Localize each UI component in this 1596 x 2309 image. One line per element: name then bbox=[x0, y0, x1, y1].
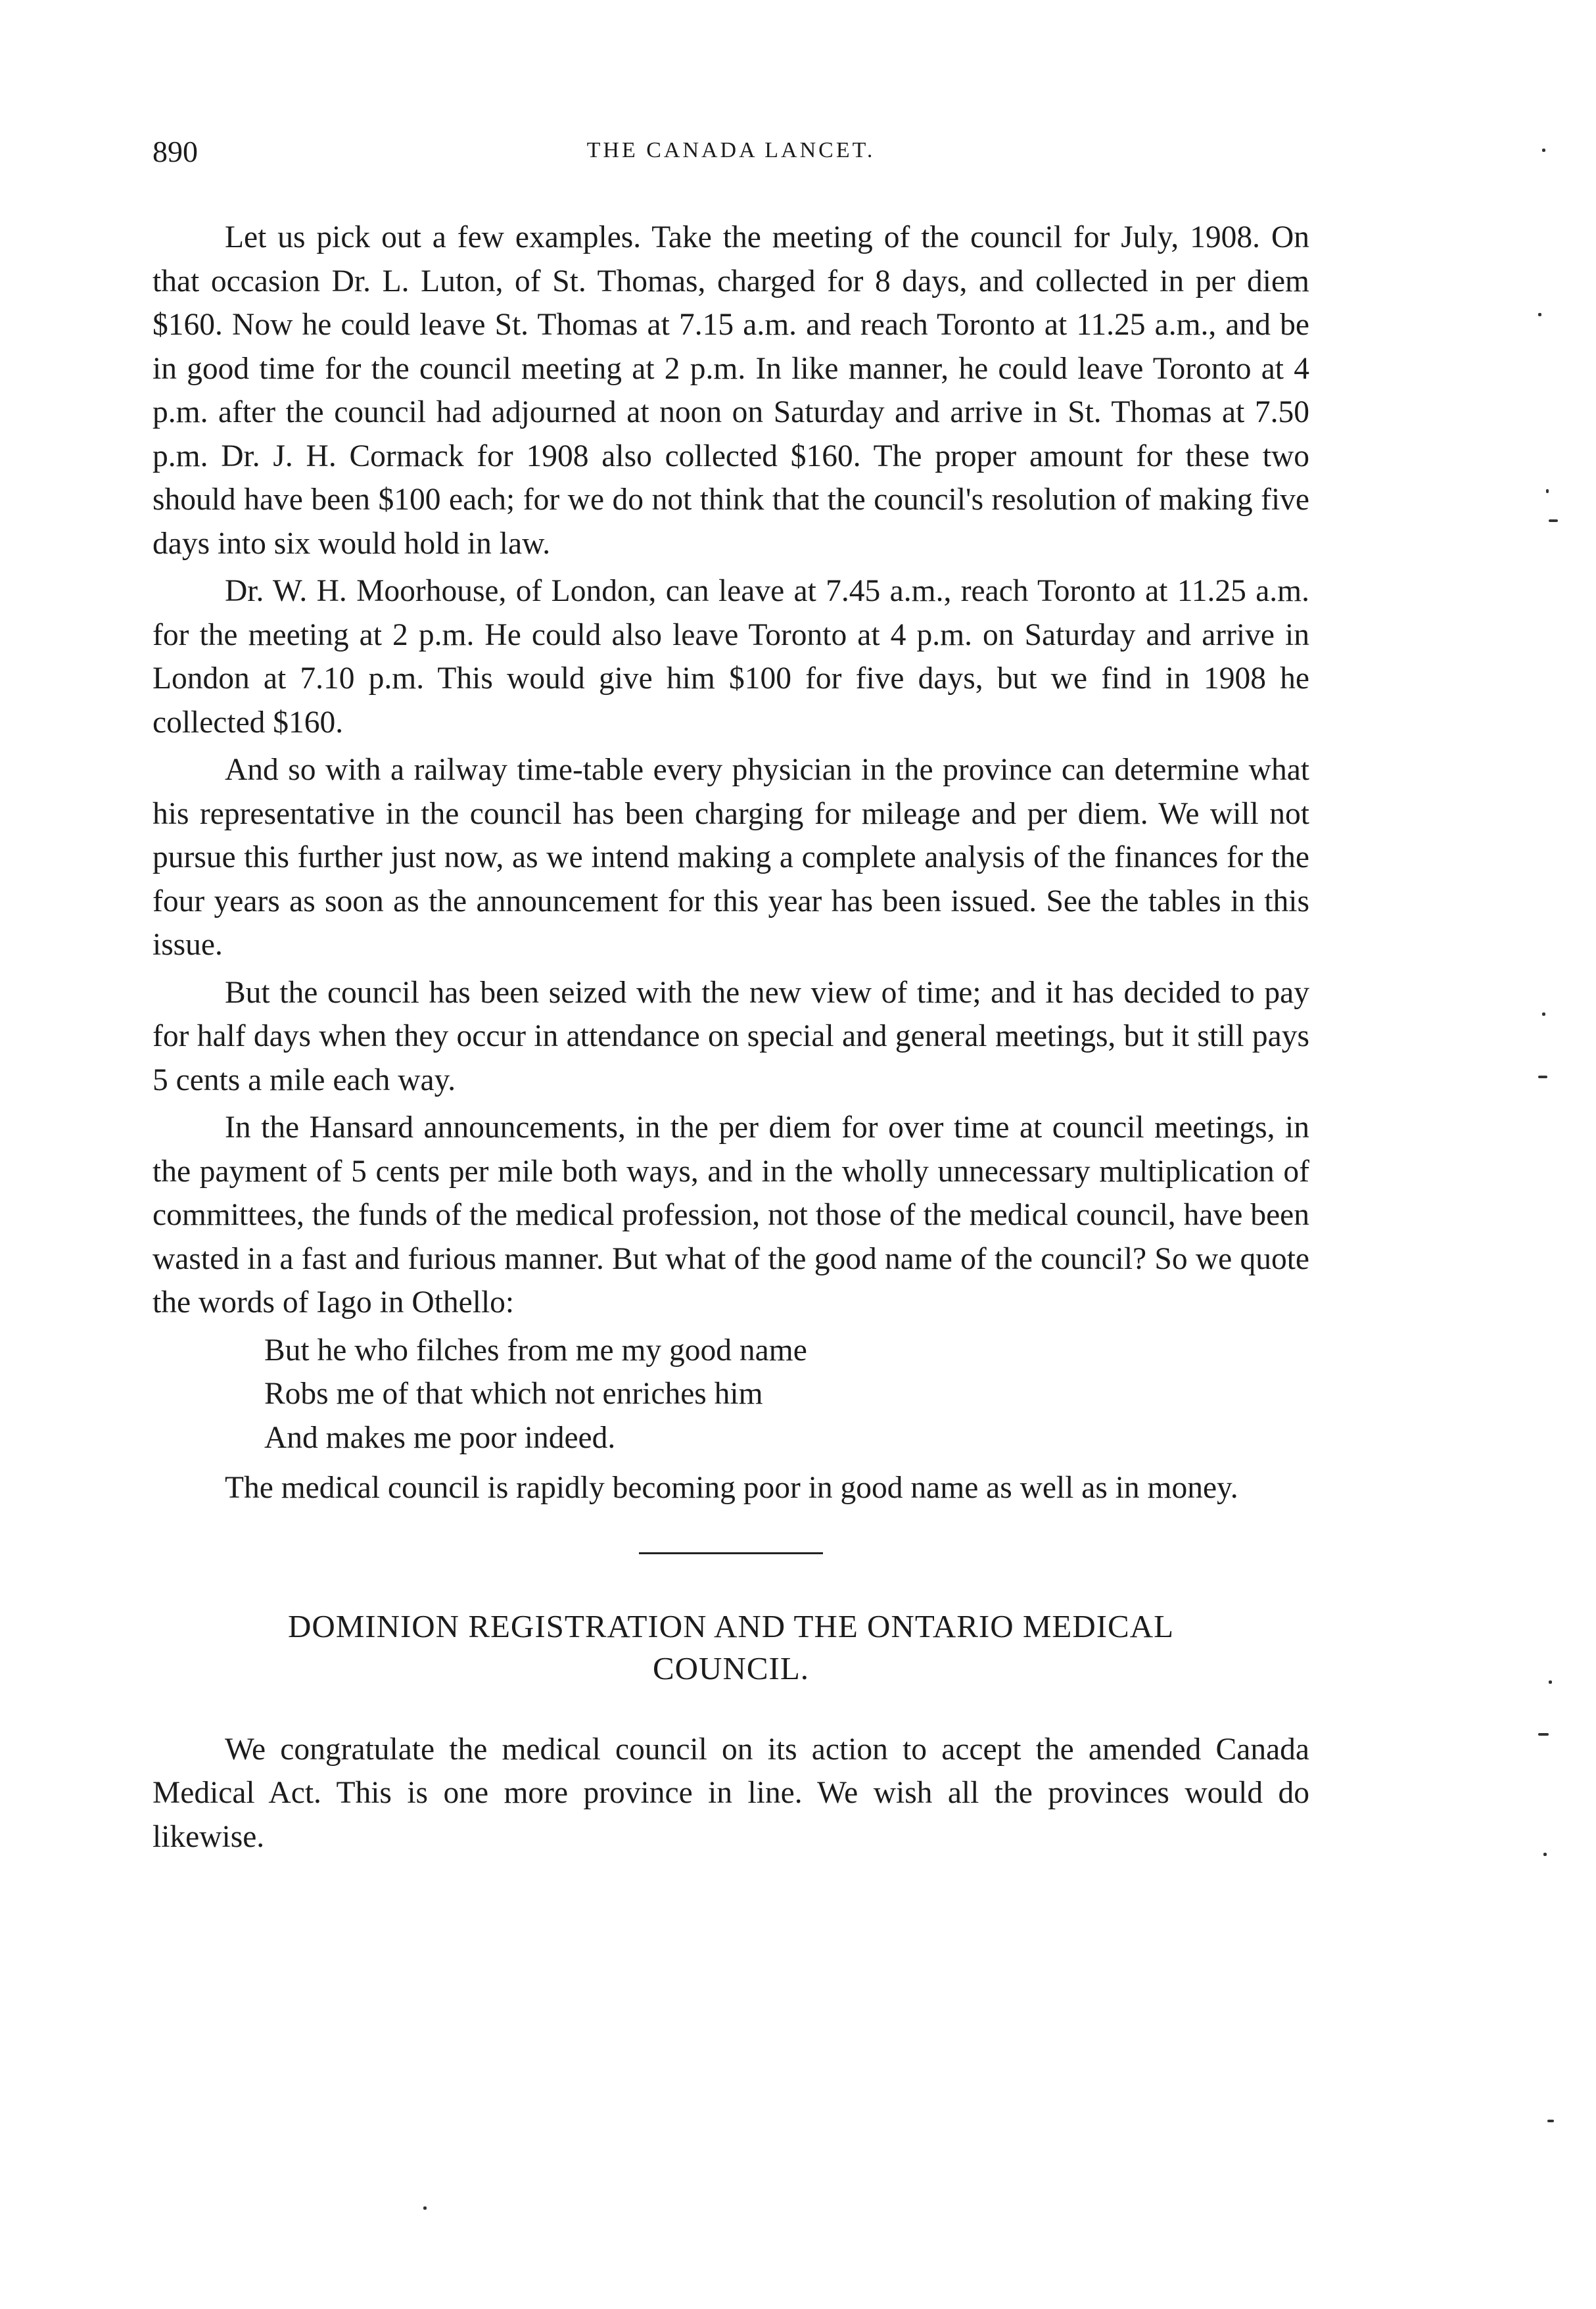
section-divider bbox=[639, 1552, 823, 1554]
scan-speck bbox=[1549, 519, 1558, 522]
article-body bbox=[153, 216, 1309, 1863]
page-header bbox=[153, 134, 1309, 174]
running-head: THE CANADA LANCET. bbox=[586, 138, 876, 162]
scan-speck bbox=[423, 2206, 427, 2210]
quote-line: Robs me of that which not enriches him bbox=[264, 1377, 763, 1411]
page-number: 890 bbox=[153, 135, 198, 168]
paragraph: Dr. W. H. Moorhouse, of London, can leave at 7.45 a.m., reach Toronto at 11.25 a.m. for the meeting at 2 p.m. He could also leave Toronto at 4 p.m. on Saturday and arrive in London at 7.10 p.m. This would give him $100 for five days, but we find in 1908 he collected $160. bbox=[153, 574, 1309, 740]
block-quote bbox=[264, 1329, 1309, 1460]
scan-speck bbox=[1546, 489, 1549, 493]
section-title bbox=[153, 1606, 1309, 1690]
scan-speck bbox=[1549, 1680, 1552, 1684]
section-paragraph: We congratulate the medical council on its action to accept the amended Canada Medical Act. This is one more province in line. We wish all the provinces would do likewise. bbox=[153, 1732, 1309, 1854]
paragraph: But the council has been seized with the new view of time; and it has decided to pay for half days when they occur in attendance on special and general meetings, but it still pays 5 cents a mile each way. bbox=[153, 975, 1309, 1097]
section-title-line: COUNCIL. bbox=[652, 1650, 810, 1686]
scan-speck bbox=[1538, 1733, 1549, 1736]
closing-paragraph: The medical council is rapidly becoming poor in good name as well as in money. bbox=[225, 1471, 1238, 1505]
paragraph: Let us pick out a few examples. Take the meeting of the council for July, 1908. On that occasion Dr. L. Luton, of St. Thomas, charged for 8 days, and collected in per diem $160. Now he could leave St. Thomas at 7.15 a.m. and reach Toronto at 11.25 a.m., and be in good time for the council meeting at 2 p.m. In like manner, he could leave Toronto at 4 p.m. after the council had adjourned at noon on Saturday and arrive in St. Thomas at 7.50 p.m. Dr. J. H. Cormack for 1908 also collected $160. The proper amount for these two should have been $100 each; for we do not think that the council's resolution of making five days into six would hold in law. bbox=[153, 220, 1309, 561]
scan-speck bbox=[1547, 2120, 1554, 2122]
quote-line: But he who filches from me my good name bbox=[264, 1333, 807, 1368]
quote-line: And makes me poor indeed. bbox=[264, 1420, 616, 1455]
scan-speck bbox=[1538, 1076, 1547, 1078]
scan-speck bbox=[1542, 1012, 1545, 1016]
paragraph: And so with a railway time-table every physician in the province can determine what his representative in the council has been charging for mileage and per diem. We will not pursue this further just now, as we intend making a complete analysis of the finances for the four years as soon as the announcement for this year has been issued. See the tables in this issue. bbox=[153, 753, 1309, 962]
paragraph: In the Hansard announcements, in the per diem for over time at council meetings, in the payment of 5 cents per mile both ways, and in the wholly unnecessary multiplication of committees, the funds of the medical profession, not those of the medical council, have been wasted in a fast and furious manner. But what of the good name of the council? So we quote the words of Iago in Othello: bbox=[153, 1110, 1309, 1320]
section-title-line: DOMINION REGISTRATION AND THE ONTARIO MEDICAL bbox=[287, 1607, 1175, 1644]
scan-speck bbox=[1542, 149, 1545, 152]
scan-speck bbox=[1538, 313, 1541, 316]
scan-speck bbox=[1543, 1853, 1547, 1856]
